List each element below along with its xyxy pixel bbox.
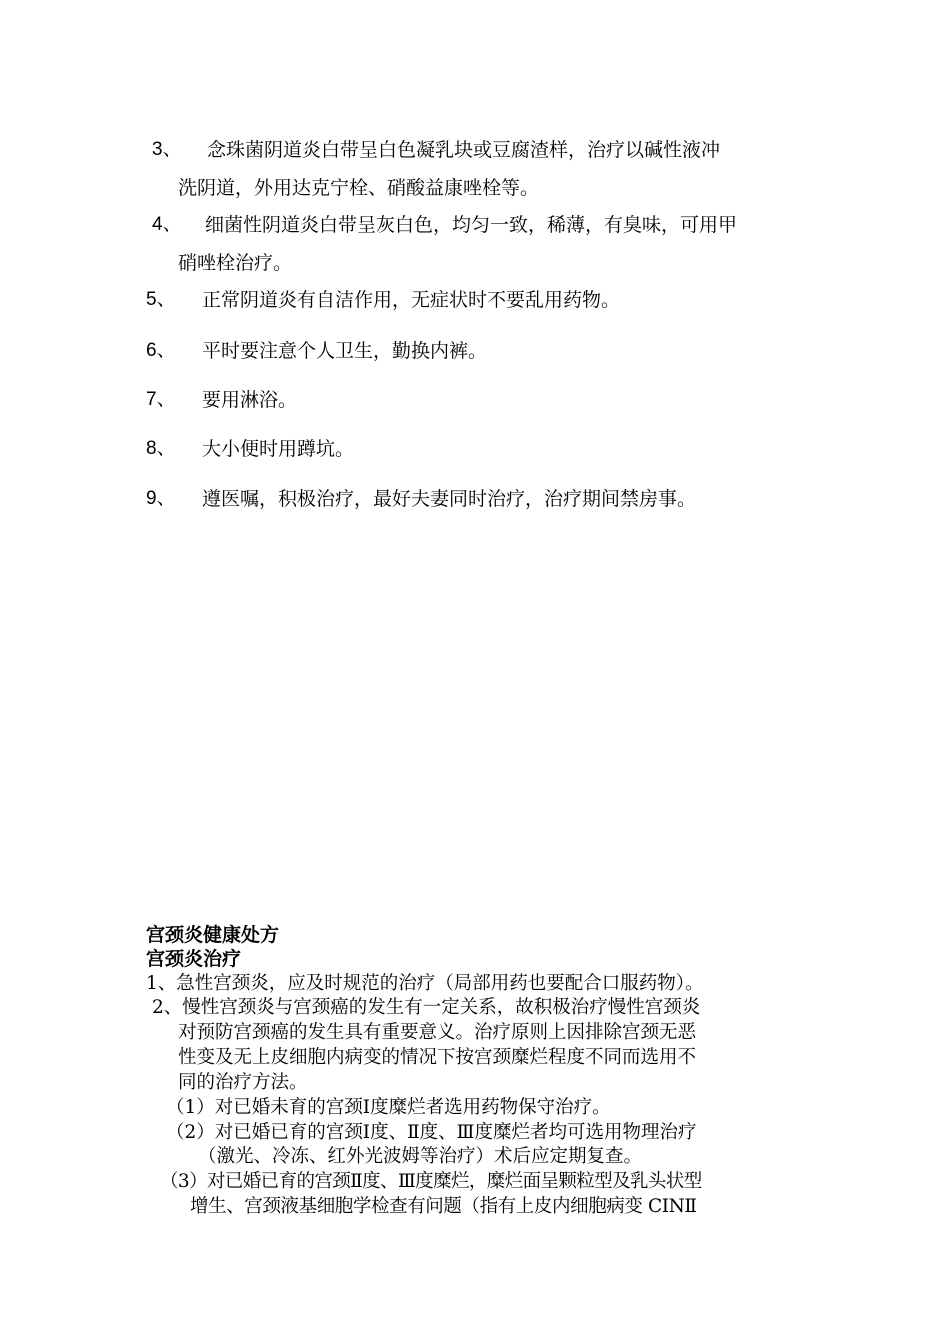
list-number: 4、 (152, 214, 182, 235)
body-line: 增生、宫颈液基细胞学检查有问题（指有上皮内细胞病变 CINⅡ (190, 1196, 697, 1217)
list-text: 细菌性阴道炎白带呈灰白色，均匀一致，稀薄，有臭味，可用甲 (205, 214, 738, 236)
section-subheading: 宫颈炎治疗 (146, 948, 242, 970)
list-number: 9、 (146, 488, 176, 509)
body-line: （1）对已婚未育的宫颈Ⅰ度糜烂者选用药物保守治疗。 (166, 1097, 611, 1118)
list-text: 正常阴道炎有自洁作用，无症状时不要乱用药物。 (202, 289, 621, 311)
list-number: 8、 (146, 438, 176, 459)
list-number: 7、 (146, 389, 176, 410)
body-line: 性变及无上皮细胞内病变的情况下按宫颈糜烂程度不同而选用不 (178, 1047, 697, 1068)
list-text: 平时要注意个人卫生，勤换内裤。 (202, 340, 488, 362)
list-number: 3、 (152, 139, 182, 160)
list-text: 念珠菌阴道炎白带呈白色凝乳块或豆腐渣样，治疗以碱性液冲 (207, 139, 721, 161)
body-line: 1、急性宫颈炎，应及时规范的治疗（局部用药也要配合口服药物）。 (146, 973, 704, 994)
list-text: 要用淋浴。 (202, 389, 298, 411)
section-heading: 宫颈炎健康处方 (146, 924, 280, 946)
body-line: 同的治疗方法。 (178, 1072, 308, 1093)
body-line: （激光、冷冻、红外光波姆等治疗）术后应定期复查。 (198, 1146, 643, 1167)
list-number: 6、 (146, 340, 176, 361)
body-line: 对预防宫颈癌的发生具有重要意义。治疗原则上因排除宫颈无恶 (178, 1022, 697, 1043)
list-text: 大小便时用蹲坑。 (202, 438, 355, 460)
body-line: （2）对已婚已育的宫颈Ⅰ度、Ⅱ度、Ⅲ度糜烂者均可选用物理治疗 (166, 1122, 697, 1143)
list-number: 5、 (146, 289, 176, 310)
body-line: 2、慢性宫颈炎与宫颈癌的发生有一定关系，故积极治疗慢性宫颈炎 (152, 997, 701, 1018)
list-text: 洗阴道，外用达克宁栓、硝酸益康唑栓等。 (178, 177, 540, 199)
body-line: （3）对已婚已育的宫颈Ⅱ度、Ⅲ度糜烂，糜烂面呈颗粒型及乳头状型 (160, 1171, 702, 1192)
list-text: 硝唑栓治疗。 (178, 252, 293, 274)
list-text: 遵医嘱，积极治疗，最好夫妻同时治疗，治疗期间禁房事。 (202, 488, 697, 510)
